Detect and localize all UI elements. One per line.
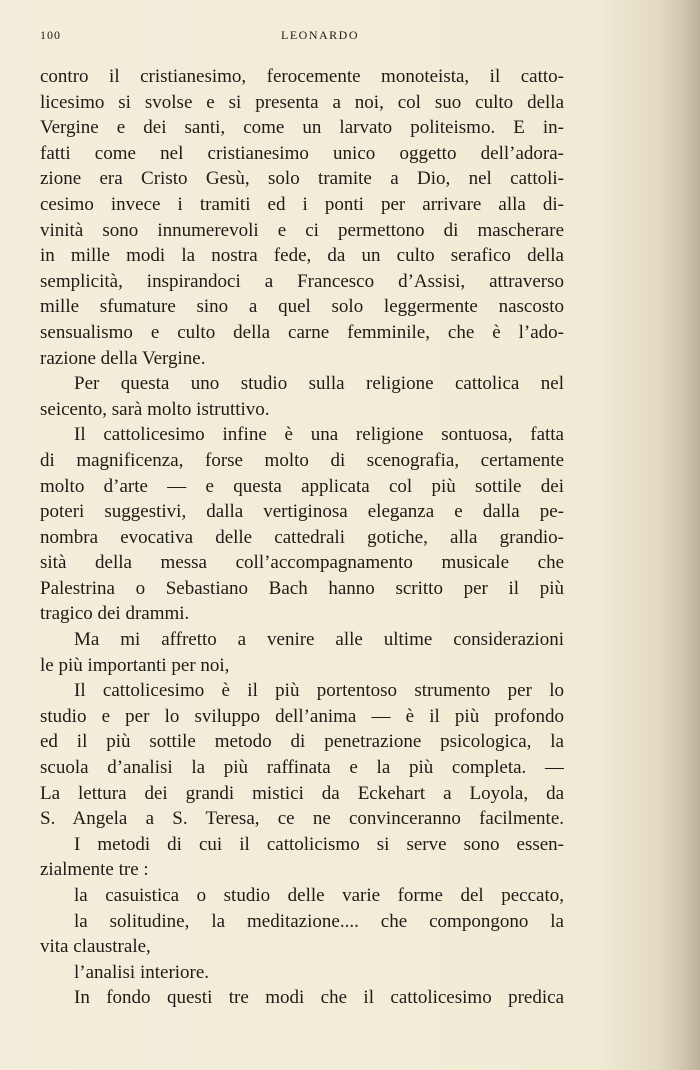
- body-text: [40, 64, 564, 1011]
- page-number: 100: [40, 28, 61, 42]
- text-line: Il cattolicesimo infine è una religione sontuosa, fatta: [74, 424, 564, 446]
- text-line: licesimo si svolse e si presenta a noi, col suo culto della: [40, 91, 564, 113]
- text-line: In fondo questi tre modi che il cattolicesimo predica: [74, 987, 564, 1009]
- text-line: ed il più sottile metodo di penetrazione psicologica, la: [40, 731, 564, 753]
- running-head: LEONARDO: [281, 28, 359, 42]
- text-line: zialmente tre :: [40, 859, 149, 881]
- text-line: studio e per lo sviluppo dell’anima — è il più profondo: [40, 705, 564, 727]
- page-header: [40, 28, 600, 48]
- text-line: Vergine e dei santi, come un larvato politeismo. E in-: [40, 117, 564, 139]
- text-line: S. Angela a S. Teresa, ce ne convinceranno facilmente.: [40, 808, 564, 830]
- text-line: semplicità, inspirandoci a Francesco d’Assisi, attraverso: [40, 270, 564, 292]
- text-line: sità della messa coll’accompagnamento musicale che: [40, 552, 564, 574]
- text-line: molto d’arte — e questa applicata col più sottile dei: [40, 475, 564, 497]
- text-line: poteri suggestivi, dalla vertiginosa eleganza e dalla pe-: [40, 501, 564, 523]
- text-line: Il cattolicesimo è il più portentoso strumento per lo: [74, 680, 564, 702]
- text-line: in mille modi la nostra fede, da un culto serafico della: [40, 245, 564, 267]
- text-line: nombra evocativa delle cattedrali gotiche, alla grandio-: [40, 526, 564, 548]
- text-line: di magnificenza, forse molto di scenografia, certamente: [40, 449, 564, 471]
- page-gutter-shadow: [658, 0, 700, 1070]
- text-line: fatti come nel cristianesimo unico oggetto dell’adora-: [40, 142, 564, 164]
- text-line: zione era Cristo Gesù, solo tramite a Dio, nel cattoli-: [40, 168, 564, 190]
- text-line: vita claustrale,: [40, 936, 151, 958]
- text-line: le più importanti per noi,: [40, 654, 230, 676]
- text-line: contro il cristianesimo, ferocemente monoteista, il catto-: [40, 66, 564, 87]
- text-line: Ma mi affretto a venire alle ultime considerazioni: [74, 629, 564, 651]
- text-line: la casuistica o studio delle varie forme del peccato,: [74, 885, 564, 906]
- text-line: Palestrina o Sebastiano Bach hanno scritto per il più: [40, 577, 564, 599]
- text-line: La lettura dei grandi mistici da Eckehart a Loyola, da: [40, 782, 564, 804]
- text-line: Per questa uno studio sulla religione cattolica nel: [74, 373, 564, 395]
- text-line: I metodi di cui il cattolicismo si serve sono essen-: [74, 833, 564, 855]
- text-line: la solitudine, la meditazione.... che compongono la: [74, 910, 564, 932]
- text-line: tragico dei drammi.: [40, 603, 190, 625]
- text-line: razione della Vergine.: [40, 347, 206, 369]
- text-line: sensualismo e culto della carne femminile, che è l’ado-: [40, 321, 564, 343]
- text-line: scuola d’analisi la più raffinata e la più completa. —: [40, 757, 564, 779]
- text-line: mille sfumature sino a quel solo leggermente nascosto: [40, 296, 564, 318]
- text-line: seicento, sarà molto istruttivo.: [40, 398, 270, 420]
- text-line: cesimo invece i tramiti ed i ponti per arrivare alla di-: [40, 193, 564, 215]
- text-line: l’analisi interiore.: [74, 961, 210, 983]
- text-line: vinità sono innumerevoli e ci permettono di mascherare: [40, 219, 564, 241]
